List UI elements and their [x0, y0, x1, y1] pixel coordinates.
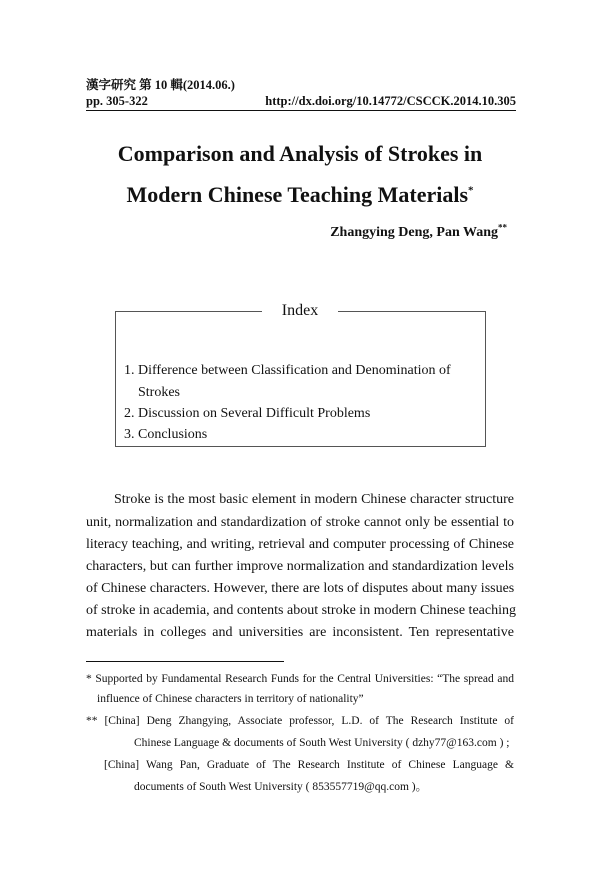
body-text-line: characters, but can further improve normalization and standardization levels — [86, 559, 514, 574]
paper-title-text: Modern Chinese Teaching Materials — [126, 182, 469, 207]
index-item: 3. Conclusions — [124, 427, 208, 442]
footnote-line: documents of South West University ( 853557719@qq.com )。 — [134, 781, 428, 793]
paper-title-line2 — [60, 181, 540, 209]
title-footnote-mark: * — [468, 184, 474, 197]
body-text-line: of Chinese characters. However, there are lots of disputes about many issues — [86, 581, 515, 596]
page-range-line — [86, 93, 516, 109]
footnote-line: Chinese Language & documents of South West University ( dzhy77@163.com ) ; — [134, 737, 510, 749]
index-title: Index — [262, 301, 338, 321]
index-item: 2. Discussion on Several Difficult Problems — [124, 406, 371, 421]
footnote-rule — [86, 661, 284, 662]
paper-title-line1: Comparison and Analysis of Strokes in — [117, 141, 483, 166]
footnote-line: ** [China] Deng Zhangying, Associate professor, L.D. of The Research Institute of — [86, 715, 514, 727]
footnote-line: influence of Chinese characters in territory of nationality” — [97, 693, 364, 705]
header-rule — [86, 110, 516, 111]
author-footnote-mark: ** — [498, 222, 507, 233]
footnote-line: * Supported by Fundamental Research Funds for the Central Universities: “The spread and — [86, 673, 514, 685]
journal-header: 漢字研究 第 10 輯(2014.06.) — [86, 78, 235, 92]
index-item: 1. Difference between Classification and Denomination of — [124, 363, 451, 378]
body-text-line: of stroke in academia, and contents about stroke in modern Chinese teaching — [86, 603, 516, 618]
doi-link[interactable]: http://dx.doi.org/10.14772/CSCCK.2014.10.305 — [265, 94, 516, 108]
body-text-line: Stroke is the most basic element in modern Chinese character structure — [114, 492, 514, 507]
page-range: pp. 305-322 — [86, 94, 148, 108]
body-text-line: unit, normalization and standardization of stroke cannot only be essential to — [86, 515, 514, 530]
body-text-line: literacy teaching, and writing, retrieval and computer processing of Chinese — [86, 537, 514, 552]
footnote-line: [China] Wang Pan, Graduate of The Research Institute of Chinese Language & — [104, 759, 514, 771]
index-item-continuation: Strokes — [138, 385, 180, 400]
author-names — [330, 224, 507, 242]
body-text-line: materials in colleges and universities are inconsistent. Ten representative — [86, 625, 514, 640]
author-list: Zhangying Deng, Pan Wang — [330, 225, 498, 240]
